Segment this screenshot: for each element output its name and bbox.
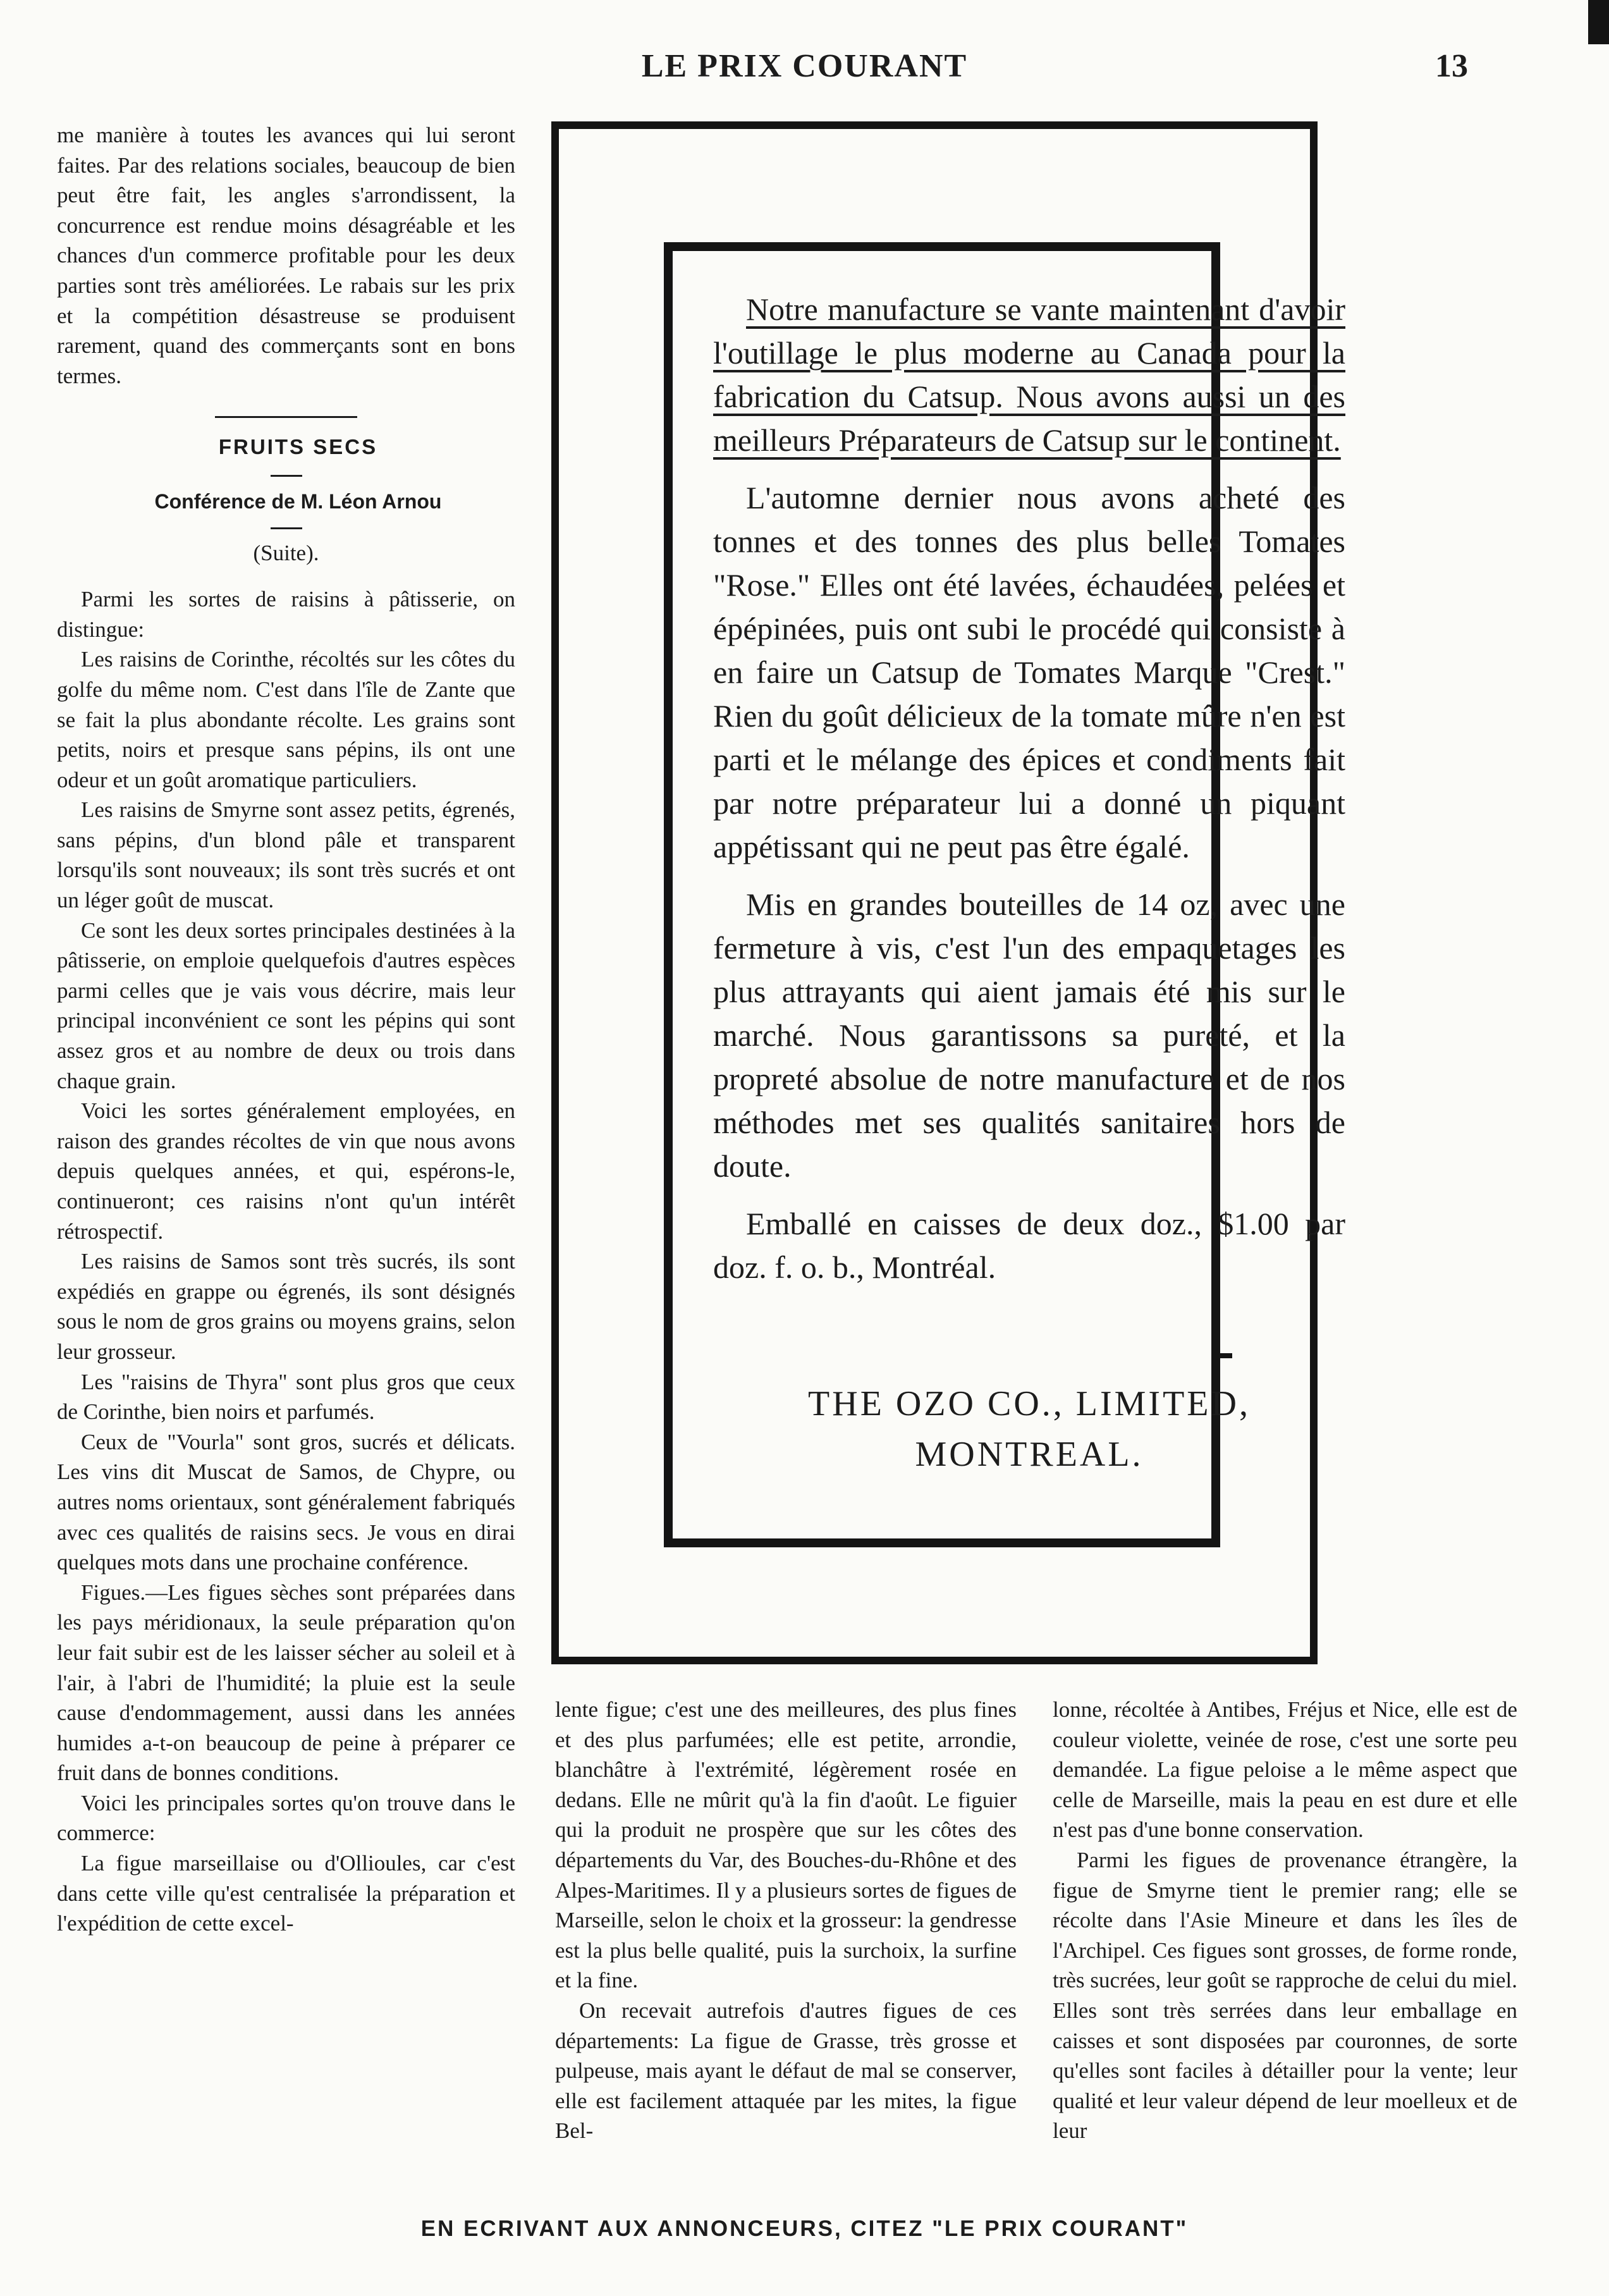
article-paragraph: Ce sont les deux sortes principales destinées à la pâtisserie, on emploie quelquefois d'autres espèces parmi celles que je vais vous décrire, mais leur principal inconvénient ce sont les pépins qui sont assez gros et au nombre de deux ou trois dans chaque grain. bbox=[57, 918, 515, 1093]
page-number: 13 bbox=[1435, 48, 1468, 84]
article-paragraph: La figue marseillaise ou d'Ollioules, car c'est dans cette ville qu'est centralisée la préparation et l'expédition de cette excel- bbox=[57, 1851, 515, 1936]
ad-paragraph: Notre manufacture se vante maintenant d'avoir l'outillage le plus moderne au Canada pour la fabrication du Catsup. Nous avons aussi un des meilleurs Préparateurs de Catsup sur le continent. bbox=[713, 292, 1345, 458]
article-paragraph: Les raisins de Samos sont très sucrés, ils sont expédiés en grappe ou égrenés, ils sont désignés sous le nom de gros grains ou moyens grains, selon leur grosseur. bbox=[57, 1249, 515, 1364]
article-paragraph: Voici les sortes généralement employées, en raison des grandes récoltes de vin que nous avons depuis quelques années, et qui, espérons-le, continueront; ces raisins n'ont qu'un intérêt rétrospectif. bbox=[57, 1098, 515, 1244]
article-paragraph: Les raisins de Smyrne sont assez petits, égrenés, sans pépins, d'un blond pâle et transparent lorsqu'ils sont nouveaux; ils sont très sucrés et ont un léger goût de muscat. bbox=[57, 797, 515, 913]
article-paragraph: On recevait autrefois d'autres figues de ces départements: La figue de Grasse, très grosse et pulpeuse, mais ayant le défaut de mal se conserver, elle est facilement attaquée par les mites, la figue Bel- bbox=[555, 1998, 1017, 2144]
ad-paragraph: Mis en grandes bouteilles de 14 oz, avec une fermeture à vis, c'est l'un des empaquetages les plus attrayants qui aient jamais été mis sur le marché. Nous garantissons sa pureté, et la propreté absolue de notre manufacture et de nos méthodes met ses qualités sanitaires hors de doute. bbox=[713, 887, 1345, 1184]
page-title: LE PRIX COURANT bbox=[641, 48, 968, 84]
ad-company-name: THE OZO CO., LIMITED, bbox=[808, 1384, 1251, 1423]
ad-city: MONTREAL. bbox=[915, 1435, 1144, 1474]
article-paragraph: lonne, récoltée à Antibes, Fréjus et Nice, elle est de couleur violette, veinée de rose, c'est une sorte peu demandée. La figue peloise a le même aspect que celle de Marseille, mais la peau en est dure et elle n'est pas d'une bonne conservation. bbox=[1053, 1697, 1517, 1843]
advertisement-text bbox=[713, 288, 1345, 1303]
section-subtitle: Conférence de M. Léon Arnou bbox=[154, 489, 442, 513]
article-paragraph: Parmi les sortes de raisins à pâtisserie, on distingue: bbox=[57, 587, 515, 642]
article-paragraph: Les raisins de Corinthe, récoltés sur les côtes du golfe du même nom. C'est dans l'île de Zante que se fait la plus abondante récolte. Les grains sont petits, noirs et presque sans pépins, ils ont une odeur et un goût aromatique particuliers. bbox=[57, 647, 515, 792]
ad-paragraph: L'automne dernier nous avons acheté des tonnes et des tonnes des plus belles Tomates "Rose." Elles ont été lavées, échaudées, pelées et épépinées, puis ont subi le procédé qui consiste à en faire un Catsup de Tomates Marque "Crest." Rien du goût délicieux de la tomate mûre n'en est parti et le mélange des épices et condiments fait par notre préparateur lui a donné un piquant appétissant qui ne peut pas être égalé. bbox=[713, 480, 1345, 864]
article-paragraph: Parmi les figues de provenance étrangère, la figue de Smyrne tient le premier rang; elle se récolte dans l'Asie Mineure et dans les îles de l'Archipel. Ces figues sont grosses, de forme ronde, très sucrées, leur goût se rapproche de celui du miel. Elles sont très serrées dans leur emballage en caisses et sont disposées par couronnes, de sorte qu'elles sont faciles à détailler pour la vente; leur qualité et leur valeur dépend de leur moelleux et de leur bbox=[1053, 1847, 1517, 2144]
scan-edge bbox=[1588, 0, 1609, 44]
article-paragraph: lente figue; c'est une des meilleures, des plus fines et des plus parfumées; elle est petite, arrondie, blanchâtre à l'extrémité, légèrement rosée en dedans. Elle ne mûrit qu'à la fin d'août. Le figuier qui la produit ne prospère que sur les côtes des départements du Var, des Bouches-du-Rhône et des Alpes-Maritimes. Il y a plusieurs sortes de figues de Marseille, selon le choix et la grosseur: la gendresse est la plus belle qualité, puis la surchoix, la surfine et la fine. bbox=[555, 1697, 1017, 1993]
column-right bbox=[1053, 1695, 1517, 2146]
column-left bbox=[57, 120, 515, 1939]
column-middle bbox=[555, 1695, 1017, 2146]
ad-paragraph: Emballé en caisses de deux doz., $1.00 par doz. f. o. b., Montréal. bbox=[713, 1206, 1345, 1285]
article-paragraph: Figues.—Les figues sèches sont préparées dans les pays méridionaux, la seule préparation qu'on leur fait subir est de les laisser sécher au soleil et à l'air, à l'abri de l'humidité; la pluie est la seule cause d'endommagement, aussi dans les années humides a-t-on beaucoup de peine à préparer ce fruit dans de bonnes conditions. bbox=[57, 1580, 515, 1786]
section-title: FRUITS SECS bbox=[218, 435, 378, 459]
intro-paragraph: me manière à toutes les avances qui lui seront faites. Par des relations sociales, beaucoup de bien peut être fait, les angles s'arrondissent, la concurrence est rendue moins désagréable et les chances d'un commerce profitable pour les deux parties sont très améliorées. Le rabais sur les prix et la compétition désastreuse se produisent rarement, quand des commerçants sont en bons termes. bbox=[57, 123, 515, 388]
suite-label: (Suite). bbox=[253, 540, 319, 565]
ad-ornament bbox=[1217, 1353, 1232, 1358]
ad-signature bbox=[713, 1378, 1345, 1480]
article-paragraph: Voici les principales sortes qu'on trouve dans le commerce: bbox=[57, 1790, 515, 1846]
article-paragraph: Les "raisins de Thyra" sont plus gros que ceux de Corinthe, bien noirs et parfumés. bbox=[57, 1369, 515, 1425]
article-paragraph: Ceux de "Vourla" sont gros, sucrés et délicats. Les vins dit Muscat de Samos, de Chypre, ou autres noms orientaux, sont généralement fabriqués avec ces qualités de raisins secs. Je vous en dirai quelques mots dans une prochaine conférence. bbox=[57, 1429, 515, 1575]
footer-notice: EN ECRIVANT AUX ANNONCEURS, CITEZ "LE PRIX COURANT" bbox=[420, 2216, 1189, 2241]
